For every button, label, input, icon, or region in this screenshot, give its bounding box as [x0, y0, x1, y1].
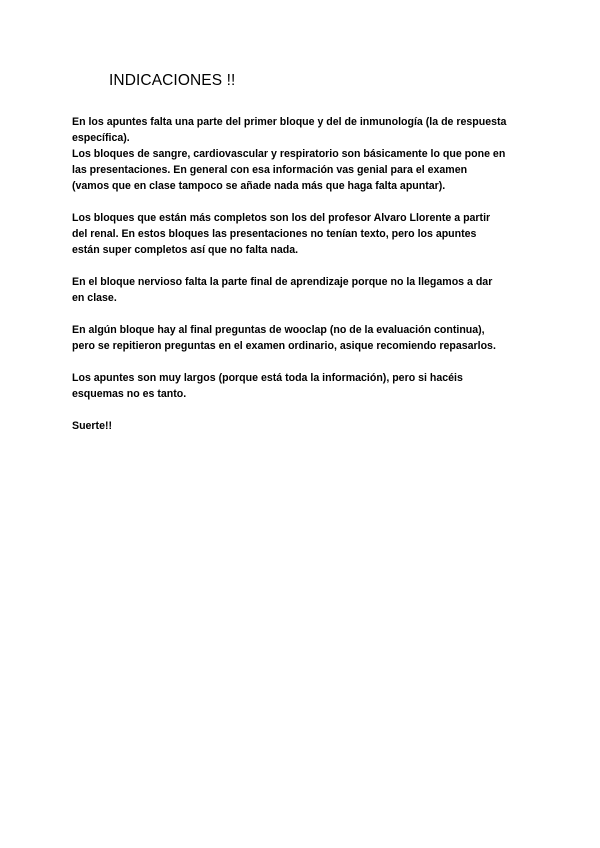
text-line: Los apuntes son muy largos (porque está toda la información), pero si hacéis [72, 372, 463, 384]
text-line: Los bloques que están más completos son los del profesor Alvaro Llorente a partir [72, 212, 491, 224]
text-line: En algún bloque hay al final preguntas de wooclap (no de la evaluación continua), [72, 324, 485, 336]
text-line: específica). [72, 132, 130, 144]
text-line: Suerte!! [72, 420, 113, 432]
text-line: En los apuntes falta una parte del primer bloque y del de inmunología (la de respuesta [72, 116, 507, 128]
paragraph-missing-content [72, 114, 534, 194]
paragraph-closing [72, 418, 534, 434]
document-body [72, 114, 534, 450]
text-line: esquemas no es tanto. [72, 388, 187, 400]
text-line: En el bloque nervioso falta la parte final de aprendizaje porque no la llegamos a dar [72, 276, 493, 288]
text-line: en clase. [72, 292, 117, 304]
text-line: (vamos que en clase tampoco se añade nada más que haga falta apuntar). [72, 180, 446, 192]
text-line: están super completos así que no falta nada. [72, 244, 299, 256]
paragraph-length [72, 370, 534, 402]
paragraph-nervous-block [72, 274, 534, 306]
text-line: Los bloques de sangre, cardiovascular y respiratorio son básicamente lo que pone en [72, 148, 506, 160]
paragraph-complete-blocks [72, 210, 534, 258]
text-line: pero se repitieron preguntas en el examen ordinario, asique recomiendo repasarlos. [72, 340, 496, 352]
document-title: INDICACIONES !! [109, 72, 236, 89]
text-line: del renal. En estos bloques las presentaciones no tenían texto, pero los apuntes [72, 228, 477, 240]
paragraph-wooclap [72, 322, 534, 354]
text-line: las presentaciones. En general con esa información vas genial para el examen [72, 164, 468, 176]
